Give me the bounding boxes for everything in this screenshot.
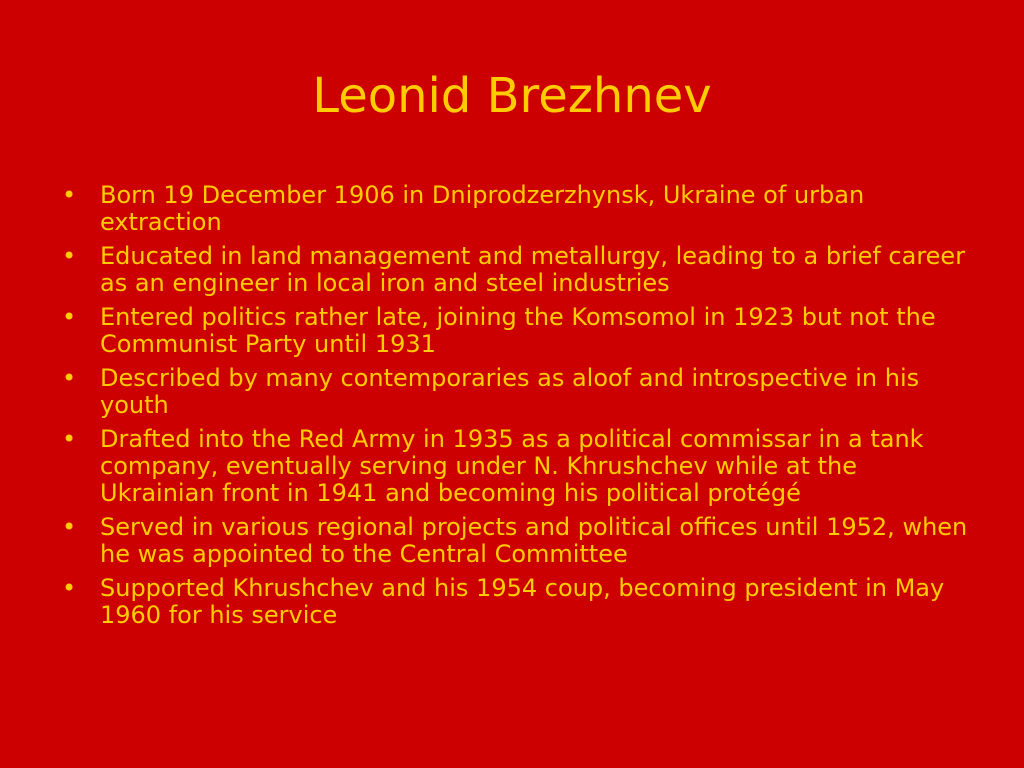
bullet-text: Served in various regional projects and political offices until 1952, when he was appointed to the Central Committee xyxy=(100,513,968,568)
bullet-list xyxy=(60,182,970,636)
bullet-icon: • xyxy=(62,574,77,602)
list-item xyxy=(60,243,970,297)
slide-title: Leonid Brezhnev xyxy=(312,68,712,124)
bullet-icon: • xyxy=(62,181,77,209)
bullet-icon: • xyxy=(62,364,77,392)
bullet-text: Born 19 December 1906 in Dniprodzerzhynsk, Ukraine of urban extraction xyxy=(100,181,865,236)
bullet-icon: • xyxy=(62,425,77,453)
bullet-text: Educated in land management and metallurgy, leading to a brief career as an engineer in local iron and steel industries xyxy=(100,242,966,297)
bullet-text: Entered politics rather late, joining the Komsomol in 1923 but not the Communist Party until 1931 xyxy=(100,303,936,358)
bullet-icon: • xyxy=(62,513,77,541)
list-item xyxy=(60,365,970,419)
list-item xyxy=(60,426,970,507)
list-item xyxy=(60,575,970,629)
bullet-icon: • xyxy=(62,242,77,270)
list-item xyxy=(60,514,970,568)
bullet-text: Supported Khrushchev and his 1954 coup, becoming president in May 1960 for his service xyxy=(100,574,945,629)
bullet-text: Described by many contemporaries as aloof and introspective in his youth xyxy=(100,364,920,419)
bullet-text: Drafted into the Red Army in 1935 as a political commissar in a tank company, eventually serving under N. Khrushchev while at the Ukrainian front in 1941 and becoming his political protégé xyxy=(100,425,924,507)
list-item xyxy=(60,304,970,358)
bullet-icon: • xyxy=(62,303,77,331)
list-item xyxy=(60,182,970,236)
